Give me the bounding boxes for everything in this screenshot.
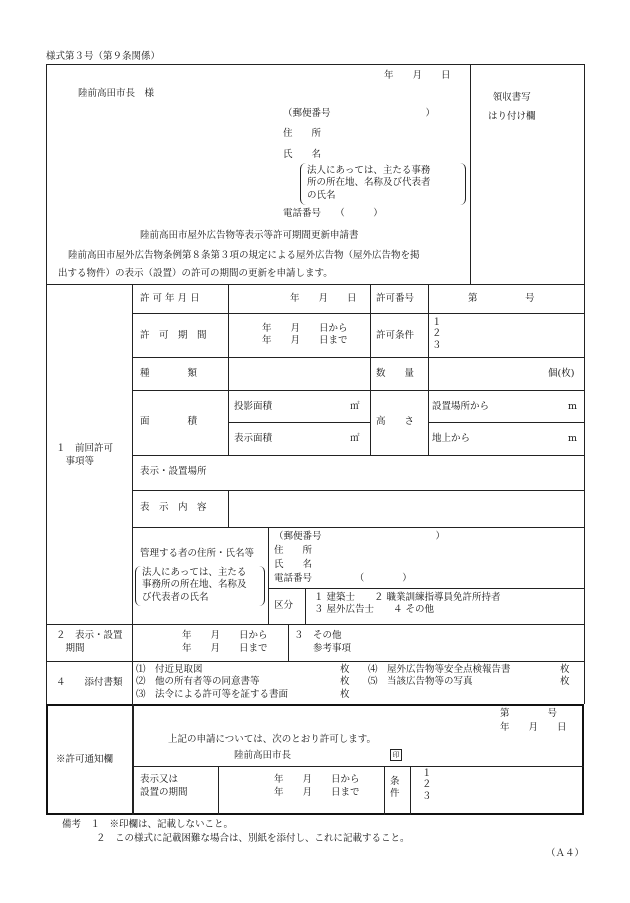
form-id: 様式第３号（第９条関係） [46,51,161,62]
notice-text: 上記の申請については、次のとおり許可します。 [168,734,377,745]
conditions-label: 許可条件 [376,330,415,341]
name-label: 氏 名 [283,149,322,160]
permit-no-value: 第 号 [468,293,535,304]
addressee: 陸前高田市長 様 [78,88,155,99]
address-label: 住 所 [283,128,322,139]
notice-conditions-label: 条 件 [390,776,400,799]
attachments-right-units: 枚 枚 [560,664,570,688]
section1-label: １ 前回許可 事項等 [56,443,114,467]
notice-mayor: 陸前高田市長 [234,750,292,761]
notice-date: 年 月 日 [500,722,567,733]
category-label: 区分 [274,600,294,611]
remark-2: ２ この様式に記載困難な場合は、別紙を添付し、これに記載すること。 [96,833,410,844]
location-label: 表示・設置場所 [140,466,207,477]
postal-code: （郵便番号 ） [283,108,436,119]
projected-area-label: 投影面積 [234,401,273,412]
document-title: 陸前高田市屋外広告物等表示等許可期間更新申請書 [140,230,359,241]
quantity-label: 数 量 [376,368,415,379]
manager-phone: 電話番号 （ ） [274,573,412,584]
corp-note: 法人にあっては、主たる事務 所の所在地、名称及び代表者 の氏名 [307,165,431,201]
notice-conditions-value: １ ２ ３ [422,768,432,802]
height-from-ground: 地上から [432,433,471,444]
conditions-value: １ ２ ３ [432,317,442,351]
body-line-2: 出する物件）の表示（設置）の許可の期間の更新を申請します。 [58,268,333,279]
body-line-1: 陸前高田市屋外広告物条例第８条第３項の規定による屋外広告物（屋外広告物を掲 [68,250,420,261]
notice-period-label: 表示又は 設置の期間 [140,774,188,798]
permit-date-value: 年 月 日 [290,293,357,304]
type-label: 種 類 [140,368,198,379]
section2-period: 年 月 日から 年 月 日まで [182,630,268,654]
height-from-ground-unit: m [568,433,578,444]
paper-size: （Ａ４） [546,848,585,859]
projected-area-unit: ㎡ [350,401,360,412]
phone-number: 電話番号 （ ） [283,208,383,219]
application-date: 年 月 日 [384,70,451,81]
section4-label: ４ 添付書類 [56,677,123,688]
manager-address: 住 所 [274,545,313,556]
period-value: 年 月 日から 年 月 日まで [262,323,348,346]
category-value: １ 建築士 ２ 職業訓練指導員免許所持者 ３ 屋外広告士 ４ その他 [314,592,501,616]
permit-date-label: 許 可 年 月 日 [140,293,200,304]
manager-label: 管理する者の住所・氏名等 [140,548,255,559]
period-label: 許 可 期 間 [140,330,207,341]
height-label: 高 さ [376,416,415,427]
manager-name: 氏 名 [274,559,313,570]
attachments-left-units: 枚 枚 枚 [340,664,350,700]
attachments-left: ⑴ 付近見取図 ⑵ 他の所有者等の同意書等 ⑶ 法令による許可等を証する書面 [136,664,289,700]
seal-mark: 印 [390,749,402,761]
display-area-label: 表示面積 [234,433,273,444]
section3-other: ３ その他 参考事項 [294,630,352,654]
manager-postal: （郵便番号 ） [274,531,446,542]
permit-no-label: 許可番号 [376,293,415,304]
height-from-place: 設置場所から [432,401,490,412]
content-label: 表 示 内 容 [140,502,207,513]
section2-label: ２ 表示・設置 期間 [56,630,123,654]
notice-number: 第 号 [500,708,558,719]
remark-1: 備考 １ ※印欄は、記載しないこと。 [62,819,234,830]
receipt-area: 領収書写 はり付け欄 [488,92,536,122]
quantity-unit: 個(枚) [548,368,575,379]
notice-label: ※許可通知欄 [56,754,114,765]
attachments-right: ⑷ 屋外広告物等安全点検報告書 ⑸ 当該広告物等の写真 [368,664,511,688]
area-label: 面 積 [140,416,198,427]
notice-period-value: 年 月 日から 年 月 日まで [274,774,360,798]
manager-note: 法人にあっては、主たる 事務所の所在地、名称及 び代表者の氏名 [142,567,247,603]
display-area-unit: ㎡ [350,433,360,444]
height-from-place-unit: m [568,401,578,412]
